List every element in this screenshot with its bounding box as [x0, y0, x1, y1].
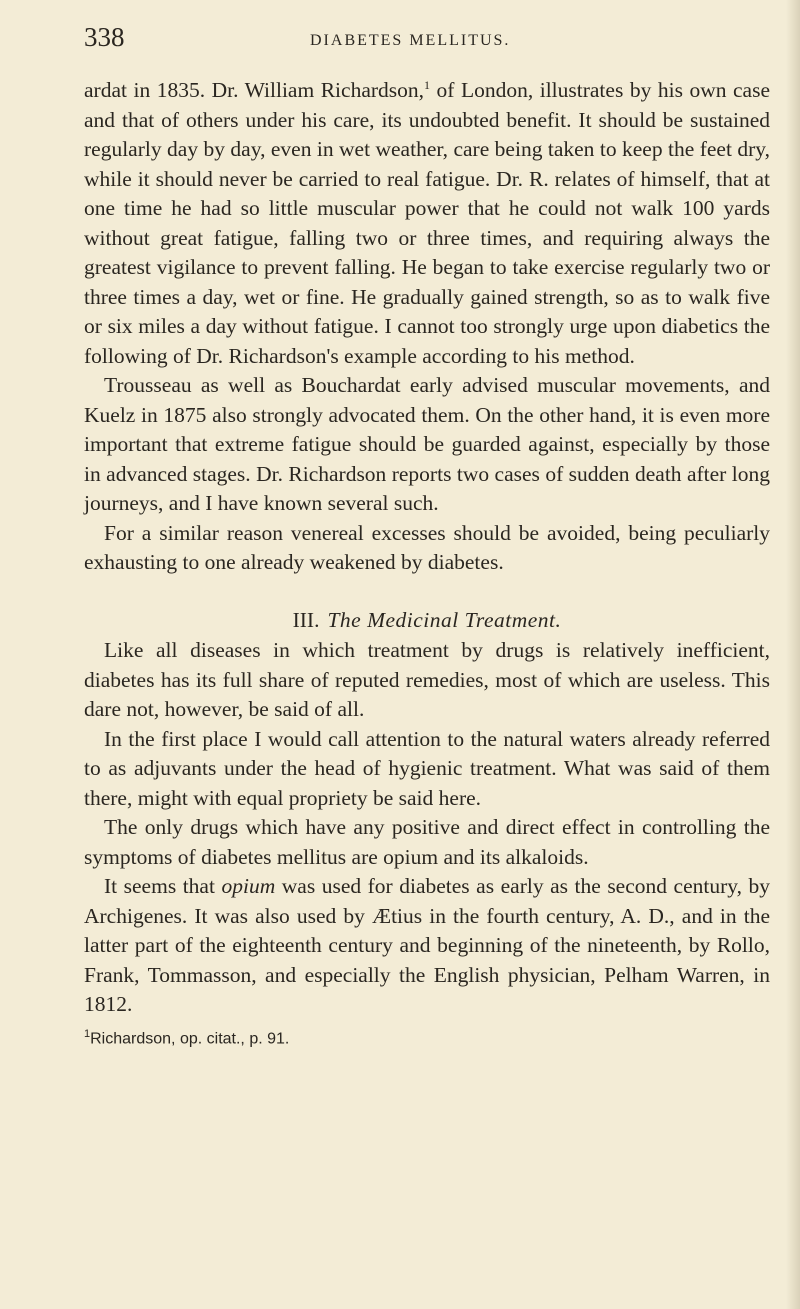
- paragraph-5: In the first place I would call attention to the natural waters already referred to as adjuvants under the head of hygienic treatment. What was said of them there, might with equal propriety be said here.: [84, 726, 770, 810]
- footnote-mark: 1: [84, 1027, 91, 1040]
- paragraph-7-italic-term: opium: [221, 874, 276, 898]
- body-text: [84, 76, 770, 1049]
- running-head: [84, 22, 774, 62]
- section-number: III.: [292, 607, 320, 632]
- paragraph-7-text-b: was used for diabetes as early as the second century, by Archigenes. It was also used by Ætius in the fourth century, A. D., and in the latter part of the eighteenth century and beginning of the nineteenth, by Rollo, Frank, Tommasson, and especially the English physician, Pelham Warren, in 1812.: [84, 874, 771, 1016]
- section-heading: [84, 606, 770, 636]
- paragraph-4: Like all diseases in which treatment by drugs is relatively inefficient, diabetes has its full share of reputed remedies, most of which are useless. This dare not, however, be said of all.: [84, 638, 770, 721]
- paragraph-7-text-a: It seems that: [104, 874, 222, 898]
- page-number: 338: [84, 22, 125, 52]
- paragraph-6: The only drugs which have any positive and direct effect in controlling the symptoms of diabetes mellitus are opium and its alkaloids.: [84, 815, 770, 869]
- paragraph-1-text-a: ardat in 1835. Dr. William Richardson,: [84, 78, 425, 102]
- footnote-text: Richardson, op. citat., p. 91.: [90, 1029, 290, 1047]
- running-title: DIABETES MELLITUS.: [310, 32, 511, 49]
- paragraph-7: [84, 872, 770, 1020]
- paragraph-3: For a similar reason venereal excesses should be avoided, being peculiarly exhausting to one already weakened by diabetes.: [84, 520, 770, 574]
- page-edge-shadow: [786, 0, 800, 1309]
- paragraph-1: [84, 76, 770, 371]
- section-title: The Medicinal Treatment.: [327, 607, 562, 632]
- footnote-reference: 1: [424, 77, 431, 92]
- paragraph-2: Trousseau as well as Bouchardat early advised muscular movements, and Kuelz in 1875 also strongly advocated them. On the other hand, it is even more important that extreme fatigue should be guarded against, especially by those in advanced stages. Dr. Richardson reports two cases of sudden death after long journeys, and I have known several such.: [84, 373, 770, 515]
- paragraph-1-text-b: of London, illustrates by his own case and that of others under his care, its undoubted benefit. It should be sustained regularly day by day, even in wet weather, care being taken to keep the feet dry, while it should never be carried to real fatigue. Dr. R. relates of himself, that at one time he had so little muscular power that he could not walk 100 yards without great fatigue, falling two or three times, and requiring always the greatest vigilance to prevent falling. He began to take exercise regularly two or three times a day, wet or fine. He gradually gained strength, so as to walk five or six miles a day without fatigue. I cannot too strongly urge upon diabetics the following of Dr. Richardson's example according to his method.: [84, 78, 770, 368]
- footnote: [84, 1024, 770, 1049]
